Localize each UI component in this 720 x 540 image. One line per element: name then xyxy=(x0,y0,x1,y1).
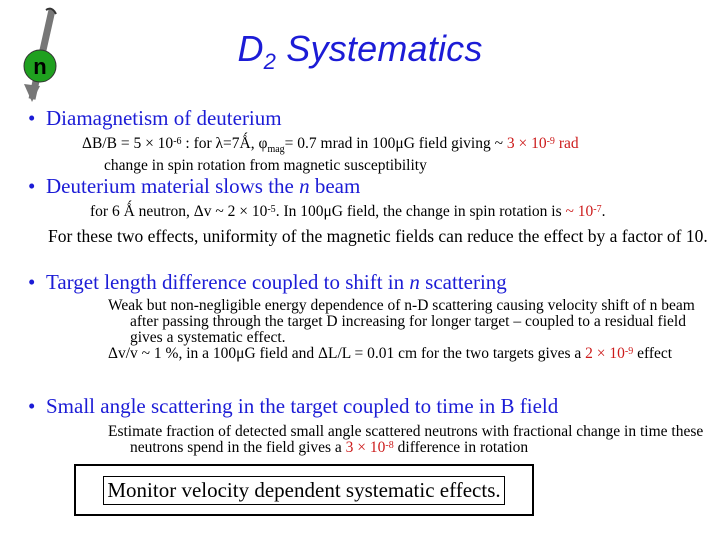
monitor-box xyxy=(74,464,534,516)
sub-diamagnetism: $\Delta B/B = 5 \times 10^{-6}$ : for λ=7Ǻ, $\varphi_{mag}= 0.7$ mrad in 100μG field giving ~ $3 \times 10^{-9}$ rad change in spin rotation from magnetic susceptibility xyxy=(82,135,579,175)
bullet-small-angle: • Small angle scattering in the target coupled to time in B field xyxy=(28,394,559,418)
sub-target-length: Weak but non-negligible energy dependence of n-D scattering causing velocity shift of n beam after passing through the target D increasing for longer target – coupled to a residual field gives a systematic effect. Δv/v ~ 1 %, in a 100μG field and ΔL/L = 0.01 cm for the two targets gives a $2 \times 10^{-9}$ effect xyxy=(108,297,695,362)
bullet-diamagnetism: • Diamagnetism of deuterium xyxy=(28,106,282,130)
sub-deuterium-slows: for 6 Ǻ neutron, Δv ~ $2 \times 10^{-5}$. In 100μG field, the change in spin rotation is ~ $10^{-7}$. xyxy=(90,203,606,220)
sub-small-angle: Estimate fraction of detected small angle scattered neutrons with fractional change in time these neutrons spend in the field gives a $3 \times 10^{-8}$ difference in rotation xyxy=(108,423,704,456)
bullet-target-length: • Target length difference coupled to shift in n scattering xyxy=(28,270,507,294)
logo-letter: n xyxy=(33,54,47,79)
monitor-text: Monitor velocity dependent systematic effects. xyxy=(103,476,504,505)
bullet-deuterium-slows: • Deuterium material slows the n beam xyxy=(28,174,361,198)
slide-title: $D_2$ Systematics xyxy=(237,28,483,75)
uniformity-paragraph: For these two effects, uniformity of the magnetic fields can reduce the effect by a factor of 10. xyxy=(48,226,708,246)
